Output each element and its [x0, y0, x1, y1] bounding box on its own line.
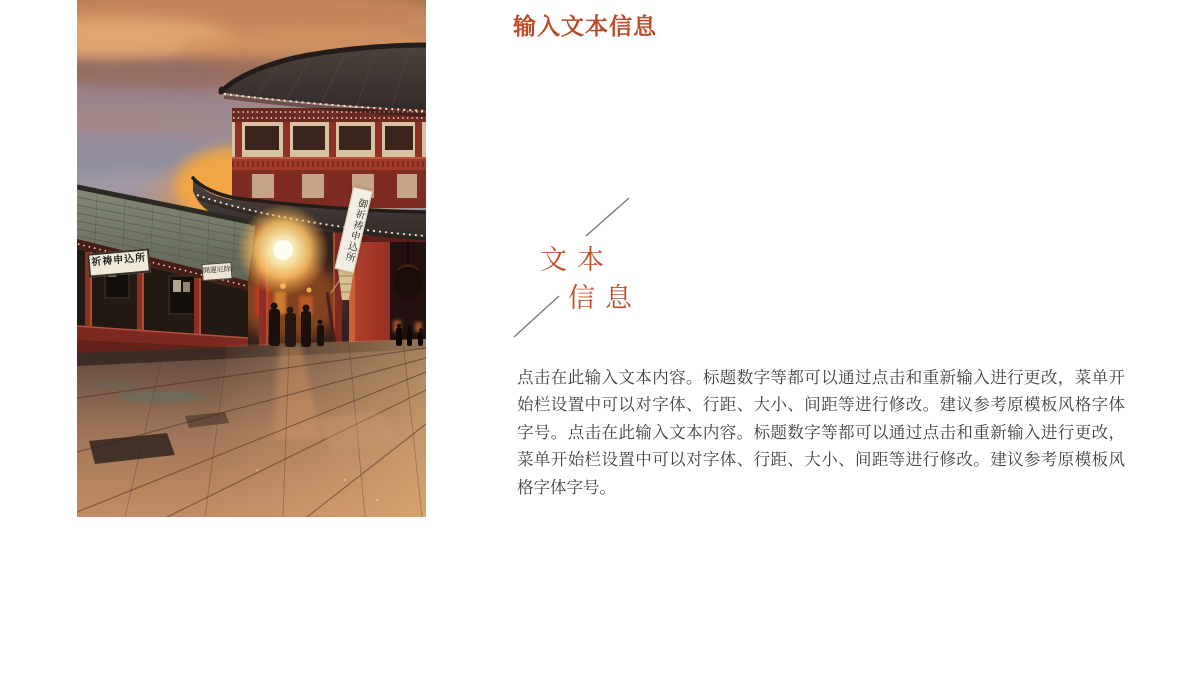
decor-word-info: 信息: [568, 283, 642, 313]
diagonal-line-top: [586, 198, 629, 236]
diagonal-line-bottom: [514, 296, 559, 337]
sun: [237, 204, 329, 296]
body-paragraph: 点击在此输入文本内容。标题数字等都可以通过点击和重新输入进行更改，菜单开始栏设置中可以对字体、行距、大小、间距等进行修改。建议参考原模板风格字体字号。点击在此输入文本内容。标题数字等都可以通过点击和重新输入进行更改，菜单开始栏设置中可以对字体、行距、大小、间距等进行修改。建议参考原模板风格字体字号。: [517, 368, 1125, 497]
shop-sign-small: 開運厄除: [201, 262, 232, 281]
shop-sign-main: 祈祷申込所: [87, 248, 151, 277]
decor-word-text: 文本: [540, 245, 614, 275]
prayer-banner: 御祈祷申込所: [334, 187, 372, 273]
slide-title: 输入文本信息: [513, 13, 657, 39]
gate-upper-storey: [232, 108, 426, 208]
stone-pavement: [77, 339, 426, 517]
temple-photo: [77, 0, 426, 517]
